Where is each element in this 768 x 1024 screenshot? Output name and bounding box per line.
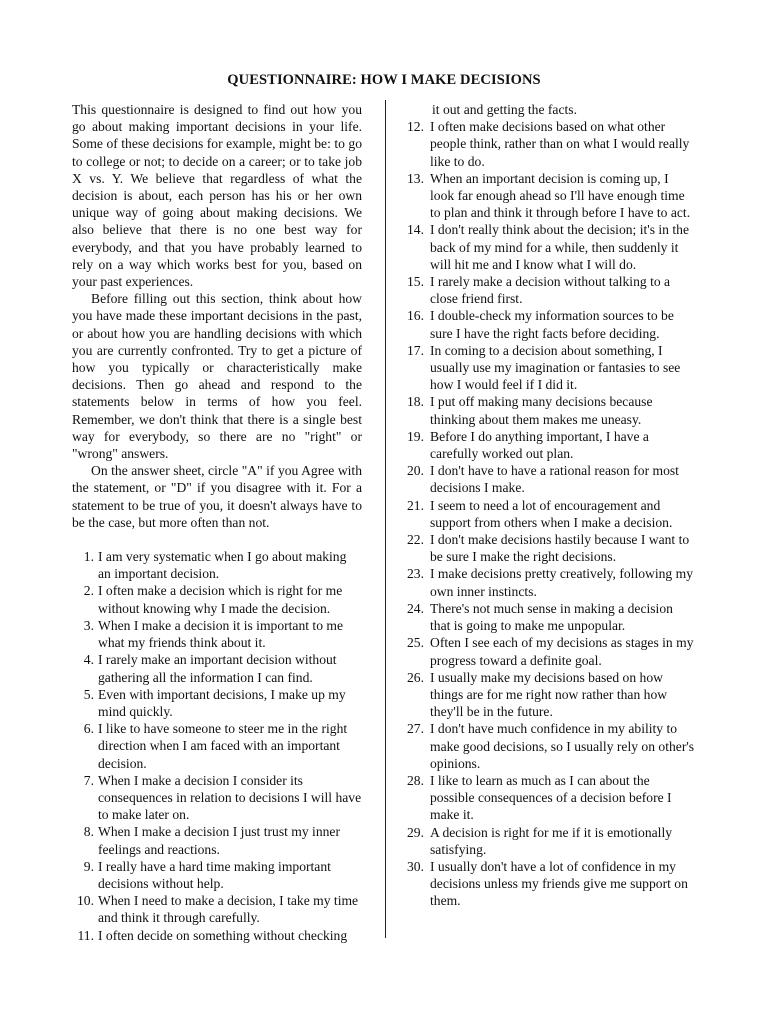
question-item bbox=[72, 686, 362, 720]
question-text: Before I do anything important, I have a carefully worked out plan. bbox=[430, 428, 649, 462]
column-divider bbox=[385, 100, 386, 938]
question-item bbox=[72, 823, 362, 857]
question-number: 28. bbox=[407, 772, 424, 788]
question-item bbox=[404, 393, 696, 427]
question-text: When I need to make a decision, I take my time and think it through carefully. bbox=[98, 893, 359, 926]
question-item bbox=[72, 582, 362, 616]
question-number: 14. bbox=[407, 222, 424, 238]
question-text: I really have a hard time making important decisions without help. bbox=[98, 858, 331, 891]
question-text: I put off making many decisions because thinking about them makes me uneasy. bbox=[430, 394, 653, 427]
question-item bbox=[404, 858, 696, 910]
question-number: 5. bbox=[83, 686, 94, 702]
intro-paragraph-3: On the answer sheet, circle "A" if you Agree with the statement, or "D" if you disagree with it. For a statement to be true of you, it doesn't always have to be the case, but more often than not. bbox=[72, 463, 362, 530]
question-item bbox=[404, 307, 696, 341]
question-item bbox=[404, 221, 696, 273]
question-number: 8. bbox=[83, 824, 94, 840]
question-text: I am very systematic when I go about making an important decision. bbox=[98, 549, 347, 582]
question-number: 24. bbox=[407, 600, 424, 616]
question-item bbox=[404, 531, 696, 565]
question-number: 18. bbox=[407, 394, 424, 410]
question-item bbox=[404, 669, 696, 721]
question-text: When I make a decision I just trust my inner feelings and reactions. bbox=[98, 824, 340, 857]
question-item bbox=[72, 772, 362, 824]
question-item bbox=[72, 927, 362, 944]
question-item bbox=[72, 892, 362, 926]
question-number: 2. bbox=[83, 583, 94, 599]
intro-text bbox=[72, 101, 362, 531]
question-item bbox=[404, 273, 696, 307]
question-text: Even with important decisions, I make up my mind quickly. bbox=[98, 686, 346, 719]
question-text: I like to learn as much as I can about the possible consequences of a decision before I make it. bbox=[430, 772, 672, 823]
question-number: 12. bbox=[407, 119, 424, 135]
question-item bbox=[404, 634, 696, 668]
question-item bbox=[404, 565, 696, 599]
question-item bbox=[72, 858, 362, 892]
question-text: I don't have to have a rational reason for most decisions I make. bbox=[430, 463, 679, 496]
question-number: 11. bbox=[77, 927, 94, 943]
question-number: 21. bbox=[407, 497, 424, 513]
question-item bbox=[404, 118, 696, 170]
question-text: I seem to need a lot of encouragement and support from others when I make a decision. bbox=[430, 497, 673, 530]
question-number: 13. bbox=[407, 170, 424, 186]
question-number: 30. bbox=[407, 858, 424, 874]
question-number: 4. bbox=[83, 652, 94, 668]
intro-paragraph-2: Before filling out this section, think about how you have made these important decisions in the past, or about how you are handling decisions with which you are currently confronted. Try to get a picture of how you typically or characteristically make decisions. Then go ahead and respond to the statements below in terms of how you feel. Remember, we don't think that there is a single best way for everybody, so there are no "right" or "wrong" answers. bbox=[72, 291, 362, 462]
question-text: I don't have much confidence in my ability to make good decisions, so I usually rely on other's opinions. bbox=[430, 721, 695, 771]
question-number: 10. bbox=[77, 893, 94, 909]
right-column bbox=[404, 101, 696, 910]
question-number: 6. bbox=[83, 721, 94, 737]
question-item bbox=[72, 651, 362, 685]
question-text: I don't make decisions hastily because I want to be sure I make the right decisions. bbox=[430, 532, 690, 565]
question-number: 19. bbox=[407, 428, 424, 444]
question-text: A decision is right for me if it is emotionally satisfying. bbox=[430, 824, 673, 857]
question-number: 16. bbox=[407, 308, 424, 324]
question-text: There's not much sense in making a decision that is going to make me unpopular. bbox=[430, 600, 673, 634]
question-number: 17. bbox=[407, 342, 424, 358]
question-number: 7. bbox=[83, 772, 94, 788]
question-text: I double-check my information sources to be sure I have the right facts before deciding. bbox=[430, 308, 674, 341]
question-text: I usually make my decisions based on how things are for me right now rather than how they'll be in the future. bbox=[430, 669, 668, 720]
question-number: 20. bbox=[407, 463, 424, 479]
question-item bbox=[72, 617, 362, 651]
question-list-right bbox=[404, 118, 696, 909]
question-number: 25. bbox=[407, 635, 424, 651]
question-text: When I make a decision I consider its consequences in relation to decisions I will have to make later on. bbox=[98, 772, 362, 823]
question-number: 26. bbox=[407, 669, 424, 685]
question-item bbox=[404, 720, 696, 772]
question-list-left bbox=[72, 548, 362, 944]
page-title: QUESTIONNAIRE: HOW I MAKE DECISIONS bbox=[227, 72, 541, 88]
question-number: 23. bbox=[407, 566, 424, 582]
question-text: I often make decisions based on what other people think, rather than on what I would really like to do. bbox=[430, 119, 690, 169]
question-text: Often I see each of my decisions as stages in my progress toward a definite goal. bbox=[430, 635, 694, 668]
question-text: I make decisions pretty creatively, following my own inner instincts. bbox=[430, 566, 693, 599]
question-number: 27. bbox=[407, 721, 424, 737]
intro-paragraph-1: This questionnaire is designed to find out how you go about making important decisions in your life. Some of these decisions for example, might be: to go to college or not; to decide on a career; or to take job X vs. Y. We believe that regardless of what the decision is about, each person has his or her own unique way of going about making decisions. We also believe that there is no one best way for everybody, and that you have probably learned to rely on a way which works best for you, based on your past experiences. bbox=[72, 102, 362, 290]
question-item bbox=[404, 824, 696, 858]
question-text: I often make a decision which is right for me without knowing why I made the decision. bbox=[98, 583, 343, 616]
question-11-continued: it out and getting the facts. bbox=[432, 102, 577, 117]
question-item bbox=[72, 548, 362, 582]
question-number: 9. bbox=[83, 858, 94, 874]
question-item bbox=[404, 772, 696, 824]
question-item bbox=[404, 342, 696, 394]
question-text: I often decide on something without checking bbox=[98, 927, 348, 943]
question-text: I like to have someone to steer me in the right direction when I am faced with an important decision. bbox=[98, 721, 348, 771]
question-text: I rarely make a decision without talking to a close friend first. bbox=[430, 274, 671, 307]
question-item bbox=[404, 428, 696, 462]
question-number: 29. bbox=[407, 824, 424, 840]
question-text: When I make a decision it is important to me what my friends think about it. bbox=[98, 617, 343, 651]
question-text: When an important decision is coming up, I look far enough ahead so I'll have enough time to plan and think it through before I have to act. bbox=[430, 170, 691, 221]
question-text: I rarely make an important decision without gathering all the information I can find. bbox=[98, 652, 337, 685]
question-item bbox=[72, 720, 362, 772]
question-text: I usually don't have a lot of confidence in my decisions unless my friends give me support on them. bbox=[430, 858, 688, 909]
question-text: In coming to a decision about something, I usually use my imagination or fantasies to see how I would feel if I did it. bbox=[430, 342, 681, 393]
question-item bbox=[404, 600, 696, 634]
question-number: 3. bbox=[83, 617, 94, 633]
question-number: 1. bbox=[83, 549, 94, 565]
question-item bbox=[404, 170, 696, 222]
question-item bbox=[404, 462, 696, 496]
question-number: 22. bbox=[407, 532, 424, 548]
left-column bbox=[72, 101, 362, 944]
question-text: I don't really think about the decision; it's in the back of my mind for a while, then suddenly it will hit me and I know what I will do. bbox=[430, 222, 689, 272]
question-item bbox=[404, 497, 696, 531]
question-number: 15. bbox=[407, 274, 424, 290]
